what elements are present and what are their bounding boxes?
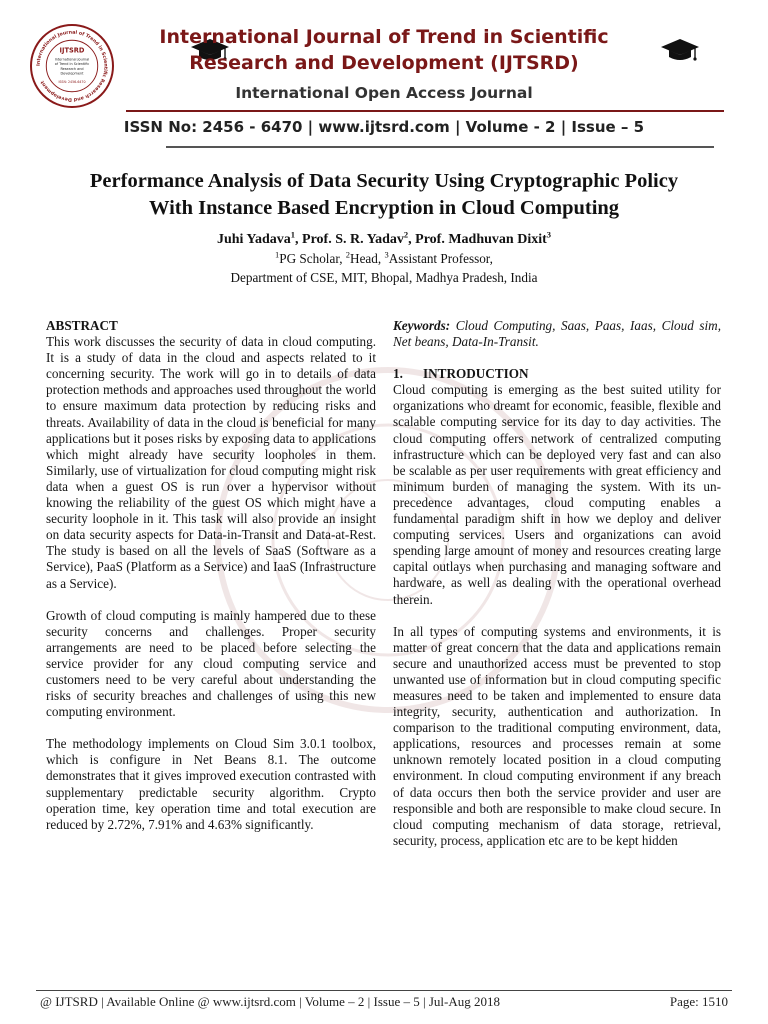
author-mark: 1: [290, 229, 296, 240]
header-rule: [126, 110, 724, 112]
role-mark: 1: [275, 249, 280, 260]
role-mark: 2: [345, 249, 351, 260]
role-text: Head,: [350, 251, 385, 266]
page-number: Page: 1510: [669, 994, 728, 1009]
section-title: INTRODUCTION: [423, 366, 529, 382]
right-column: [393, 318, 721, 849]
department-affiliation: Department of CSE, MIT, Bhopal, Madhya Pradesh, India: [230, 270, 538, 285]
open-access-label: International Open Access Journal: [235, 84, 533, 102]
journal-name-line2: Research and Development (IJTSRD): [189, 52, 579, 74]
author-list: [0, 229, 768, 248]
seal-line: Development: [60, 71, 84, 76]
section-heading-introduction: [393, 366, 721, 382]
abstract-heading: ABSTRACT: [46, 318, 118, 333]
author-name: Prof. Madhuvan Dixit: [415, 232, 547, 247]
seal-ring-text: International Journal of Trend in Scientific Research and Development: [36, 30, 108, 102]
seal-line: International Journal: [54, 57, 90, 62]
section-number: 1.: [393, 366, 403, 382]
footer-rule: [36, 990, 732, 991]
role-text: Assistant Professor,: [388, 251, 493, 266]
footer-citation: @ IJTSRD | Available Online @ www.ijtsrd.com | Volume – 2 | Issue – 5 | Jul-Aug 2018: [40, 994, 500, 1009]
journal-name-line1: International Journal of Trend in Scientific: [159, 26, 609, 48]
abstract-paragraph: Growth of cloud computing is mainly hampered due to these security concerns and challenges. Proper security arrangements are need to be placed before selecting the service provider for any cloud computing service and customers need to be very careful about understanding the risks of security breaches and challenges of using this new computing environment.: [46, 607, 376, 720]
abstract-paragraph: The methodology implements on Cloud Sim 3.0.1 toolbox, which is configure in Net Beans 8.1. The outcome demonstrates that it gives improved execution contrasted with supplementary predictable security algorithm. Crypto operation time, key operation time and total execution are reduced by 2.72%, 7.91% and 4.63% significantly.: [46, 736, 376, 832]
abstract-paragraph: This work discusses the security of data in cloud computing. It is a study of data in the cloud and aspects related to it concerning security. The work will go in to details of data protection methods and approaches used throughout the world to ensure maximum data protection by reducing risks and threats. Availability of data in the cloud is beneficial for many applications but it poses risks by exposing data to applications which might already have security loopholes in them. Similarly, use of virtualization for cloud computing might risk data when a guest OS is run over a hypervisor without knowing the reliability of the guest OS which might have a security loophole in it. This task will also provide an insight on data security aspects for Data-in-Transit and Data-at-Rest. The study is based on all the levels of SaaS (Software as a Service), PaaS (Platform as a Service) and IaaS (Infrastructure as a Service).: [46, 334, 376, 591]
author-mark: 3: [546, 229, 552, 240]
keywords: [393, 318, 721, 350]
introduction-paragraph: In all types of computing systems and environments, it is matter of great concern that the data and applications remain secure and unauthorized access must be prevented to stop unwanted use of information but in cloud computing specific measures need to be taken and implemented to ensure data integrity, security, authentication and authorization. In comparison to the traditional computing environment, data, applications, resources and processes remain at some unknown remotely located position in a cloud computing environment. In cloud computing environment if any breach of data occurs then both the service provider and user are responsible and both are responsible to make cloud secure. In cloud computing mechanism of data storage, retrieval, security, process, application etc are to be kept hidden: [393, 623, 721, 848]
issn-volume-line: ISSN No: 2456 - 6470 | www.ijtsrd.com | Volume - 2 | Issue – 5: [123, 118, 645, 136]
author-roles: [0, 251, 768, 267]
journal-header: [0, 0, 768, 150]
header-rule-bottom: [166, 146, 714, 148]
seal-issn: ISSN: 2456-6470: [58, 80, 86, 85]
paper-title-line: Performance Analysis of Data Security Using Cryptographic Policy: [89, 170, 679, 192]
keywords-text: Cloud Computing, Saas, Paas, Iaas, Cloud sim, Net beans, Data-In-Transit.: [393, 318, 721, 350]
seal-abbr: IJTSRD: [59, 46, 85, 55]
author-name: Prof. S. R. Yadav: [302, 232, 404, 247]
keywords-label: Keywords:: [393, 318, 451, 333]
author-mark: 2: [403, 229, 409, 240]
seal-line: Research and: [60, 66, 84, 71]
author-separator: ,: [408, 232, 416, 247]
introduction-paragraph: Cloud computing is emerging as the best suited utility for organizations who dreamt for economic, feasible, flexible and scalable computing service for its day to day activities. The cloud computing offers network of centralized computing infrastructure which can be deployed very fast and can also be scalable as per user requirements with great efficiency and minimum burden of managing the system. With its un-precedence advantages, cloud computing enables a fundamental paradigm shift in how we deploy and deliver computing services. Users and organizations can avoid spending large amount of money and resources creating large capital outlays when purchasing and managing software and hardware, as well as dealing with the operational overhead therein.: [393, 382, 721, 607]
role-mark: 3: [384, 249, 389, 260]
role-text: PG Scholar,: [279, 251, 346, 266]
paper-title-line: With Instance Based Encryption in Cloud Computing: [148, 197, 620, 219]
left-column: [46, 318, 376, 833]
author-name: Juhi Yadava: [216, 232, 291, 247]
author-separator: ,: [295, 232, 303, 247]
paper-title: [40, 168, 728, 222]
seal-line: of Trend in Scientific: [54, 62, 90, 67]
